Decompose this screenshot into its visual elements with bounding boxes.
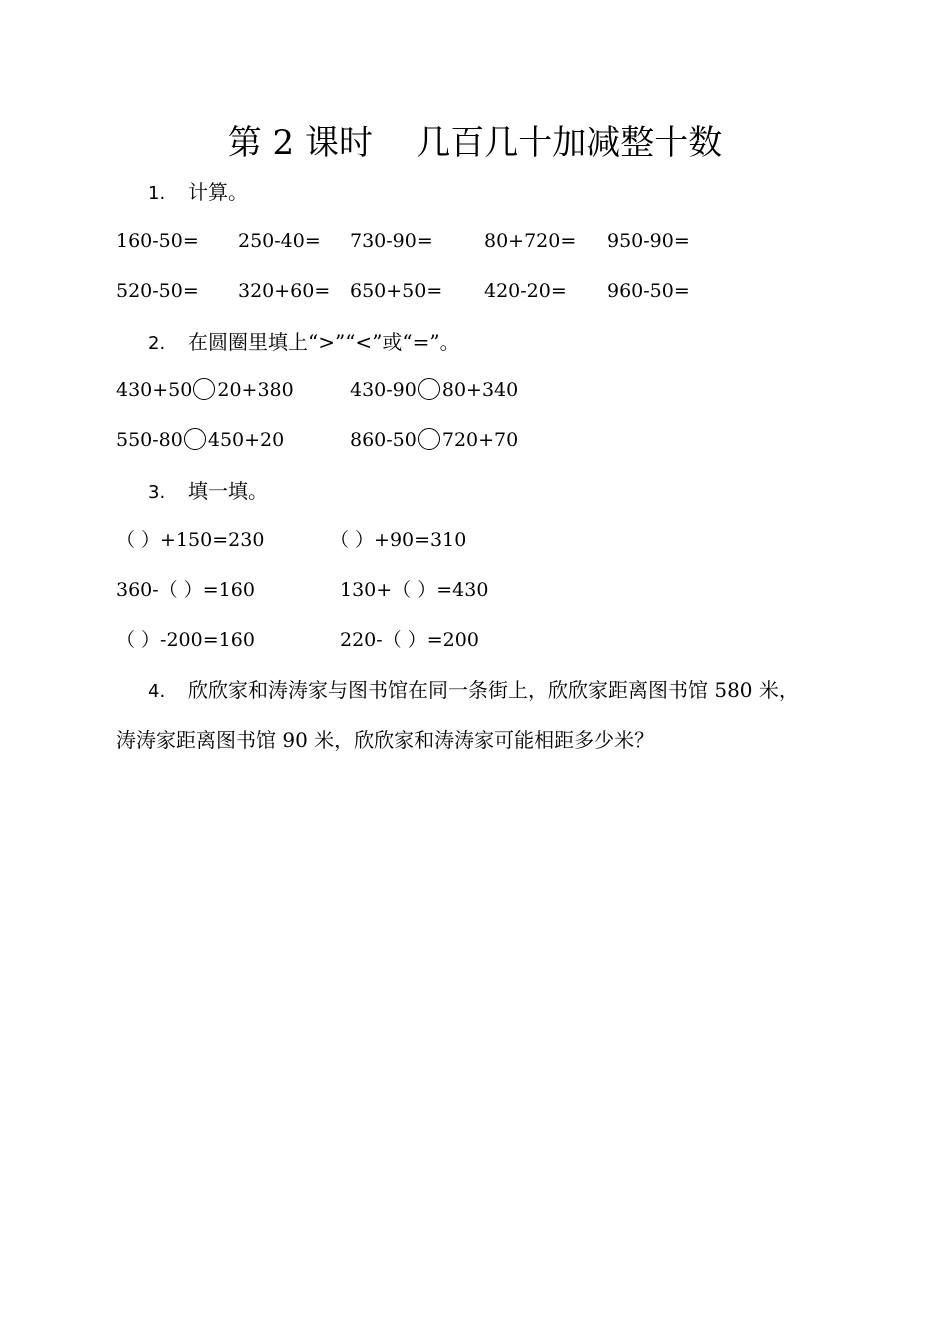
- q1-item: 320+60=: [238, 280, 331, 302]
- q1-item: 960-50=: [607, 280, 690, 302]
- answer-circle[interactable]: [418, 428, 440, 450]
- q2-left-expression: 430+50: [116, 379, 193, 401]
- q1-row-1: [0, 226, 950, 256]
- q3-blank-item[interactable]: （ ）-200=160: [116, 629, 255, 651]
- question-4-line-1: 欣欣家和涛涛家与图书馆在同一条街上，欣欣家距离图书馆 580 米，: [188, 678, 799, 702]
- q3-blank-item[interactable]: 130+（ ）=430: [340, 579, 489, 601]
- q1-item: 420-20=: [484, 280, 567, 302]
- q3-row-2: [0, 575, 950, 605]
- q2-row-2: [0, 425, 950, 455]
- q1-item: 80+720=: [484, 230, 577, 252]
- q2-comparison: [350, 425, 518, 455]
- answer-circle[interactable]: [193, 378, 215, 400]
- q2-right-expression: 450+20: [207, 429, 285, 451]
- question-4-number: 4.: [148, 681, 166, 702]
- question-2-number: 2.: [148, 333, 166, 354]
- q3-row-3: [0, 625, 950, 655]
- question-3-heading: [148, 477, 268, 507]
- question-3-number: 3.: [148, 482, 166, 503]
- q1-item: 650+50=: [350, 280, 443, 302]
- answer-circle[interactable]: [418, 378, 440, 400]
- q2-left-expression: 860-50: [350, 429, 417, 451]
- q1-item: 160-50=: [116, 230, 199, 252]
- q1-row-2: [0, 276, 950, 306]
- question-1-number: 1.: [148, 183, 166, 204]
- answer-circle[interactable]: [184, 428, 206, 450]
- q2-comparison: [116, 375, 294, 405]
- q2-left-expression: 550-80: [116, 429, 183, 451]
- q1-item: 520-50=: [116, 280, 199, 302]
- question-1-heading: [148, 178, 248, 208]
- q2-left-expression: 430-90: [350, 379, 417, 401]
- q1-item: 250-40=: [238, 230, 321, 252]
- q3-blank-item[interactable]: 220-（ ）=200: [340, 629, 479, 651]
- q3-blank-item[interactable]: （ ）+150=230: [116, 529, 265, 551]
- q3-blank-item[interactable]: （ ）+90=310: [330, 529, 467, 551]
- q2-right-expression: 720+70: [441, 429, 519, 451]
- question-3-text: 填一填。: [188, 479, 268, 503]
- q1-item: 730-90=: [350, 230, 433, 252]
- q2-comparison: [350, 375, 518, 405]
- q3-row-1: [0, 525, 950, 555]
- q3-blank-item[interactable]: 360-（ ）=160: [116, 579, 255, 601]
- q1-item: 950-90=: [607, 230, 690, 252]
- page-title: 第 2 课时 几百几十加减整十数: [227, 123, 723, 163]
- q2-row-1: [0, 375, 950, 405]
- question-4-heading: [148, 676, 799, 706]
- q2-right-expression: 80+340: [441, 379, 519, 401]
- question-2-heading: [148, 328, 460, 358]
- question-2-text: 在圆圈里填上“>”“<”或“=”。: [188, 330, 460, 354]
- question-4-line-2: 涛涛家距离图书馆 90 米，欣欣家和涛涛家可能相距多少米？: [116, 728, 655, 752]
- q2-right-expression: 20+380: [217, 379, 294, 401]
- q2-comparison: [116, 425, 284, 455]
- question-1-text: 计算。: [188, 180, 248, 204]
